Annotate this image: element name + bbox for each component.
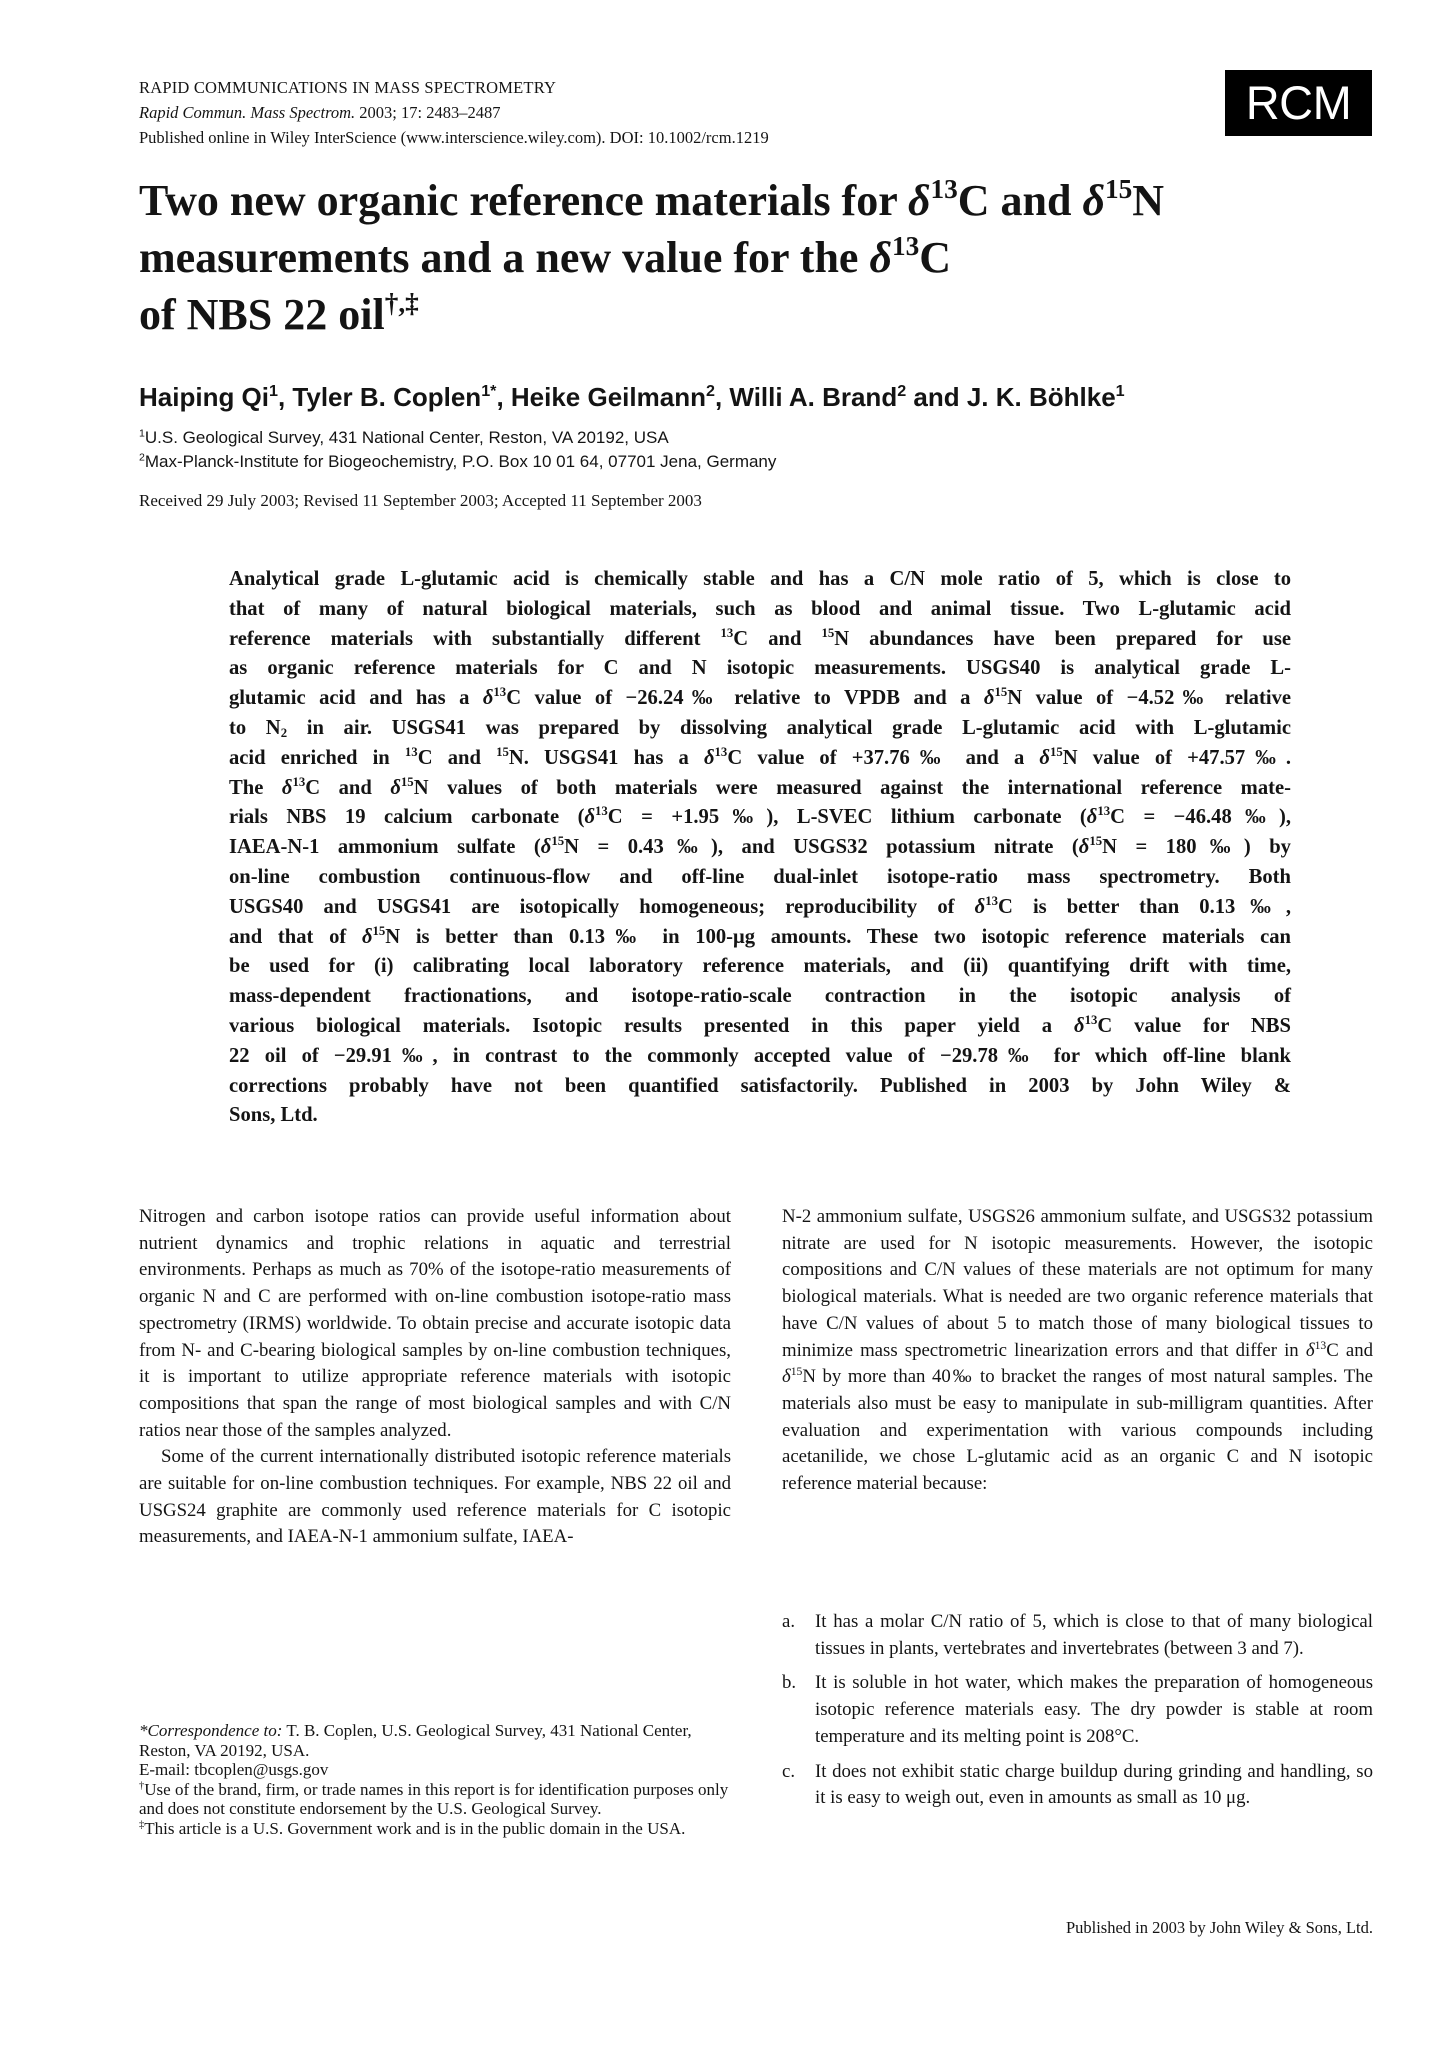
author-affiliation-mark: 1 bbox=[1115, 382, 1125, 401]
abstract-line: Sons, Ltd. bbox=[229, 1104, 318, 1127]
list-item-text: It does not exhibit static charge buildup during grinding and handling, so it is easy to weigh out, even in amounts as small as 10 μg. bbox=[815, 1760, 1373, 1809]
abstract-line: 22 oil of −29.91‰, in contrast to the commonly accepted value of −29.78‰ for which off-line blank bbox=[229, 1044, 1291, 1067]
article-title bbox=[139, 172, 1379, 343]
list-item-text: It is soluble in hot water, which makes the preparation of homogeneous isotopic reference materials easy. The dry powder is stable at room temperature and its melting point is 208°C. bbox=[815, 1672, 1373, 1747]
abstract-line: reference materials with substantially different $^{13}$C and $^{15}$N abundances have been prepared for use bbox=[229, 625, 1292, 650]
journal-citation bbox=[139, 103, 500, 123]
abstract-line: to $N_2$ in air. USGS41 was prepared by dissolving analytical grade L-glutamic acid with L-glutamic bbox=[229, 716, 1291, 741]
author-affiliation-mark: 1 bbox=[269, 382, 278, 401]
rcm-logo: RCM bbox=[1225, 70, 1372, 136]
footnotes bbox=[139, 1721, 731, 1839]
author-name: Heike Geilmann bbox=[510, 382, 706, 412]
title-line-1: Two new organic reference materials for $\delta^{13}C$ and $\delta^{15}N$ bbox=[139, 174, 1165, 225]
list-item bbox=[782, 1759, 1373, 1812]
abstract-line: The $\delta^{13}C$ and $\delta^{15}N$ values of both materials were measured against the international reference mate- bbox=[229, 774, 1291, 799]
abstract-line: on-line combustion continuous-flow and off-line dual-inlet isotope-ratio mass spectrometry. Both bbox=[229, 865, 1291, 888]
abstract-line: be used for (i) calibrating local laboratory reference materials, and (ii) quantifying drift with time, bbox=[229, 955, 1291, 978]
affiliation-1: $^1$U.S. Geological Survey, 431 National Center, Reston, VA 20192, USA bbox=[139, 427, 669, 447]
abstract-line: rials NBS 19 calcium carbonate ($\delta^{13}C$ = +1.95‰), L-SVEC lithium carbonate ($\delta^{13}C$ = −46.48‰), bbox=[229, 804, 1291, 829]
list-marker: c. bbox=[782, 1760, 796, 1782]
author-name: Willi A. Brand bbox=[729, 382, 898, 412]
author-affiliation-mark: 2 bbox=[897, 382, 907, 401]
body-column-right bbox=[782, 1204, 1373, 1498]
body-paragraph: N-2 ammonium sulfate, USGS26 ammonium sulfate, and USGS32 potassium nitrate are used for N isotopic measurements. However, the isotopic compositions and C/N values of these materials are not optimum for many biological materials. What is needed are two organic reference materials that have C/N values of about 5 to match those of many biological tissues to minimize mass spectrometric linearization errors and that differ in $\delta^{13}C$ and $\delta^{15}N$ by more than 40‰ to bracket the ranges of most natural samples. The materials also must be easy to manipulate in sub-milligram quantities. After evaluation and experimentation with various compounds including acetanilide, we chose L-glutamic acid as an organic C and N isotopic reference material because: bbox=[782, 1206, 1373, 1495]
list-item bbox=[782, 1670, 1373, 1750]
list-item bbox=[782, 1609, 1373, 1662]
abstract-line: Analytical grade L-glutamic acid is chemically stable and has a C/N mole ratio of 5, which is close to bbox=[229, 568, 1291, 590]
public-domain-footnote: ‡This article is a U.S. Government work and is in the public domain in the USA. bbox=[139, 1818, 686, 1838]
published-online-doi: Published online in Wiley InterScience (www.interscience.wiley.com). DOI: 10.1002/rcm.1219 bbox=[139, 128, 769, 147]
abstract-line: glutamic acid and has a $\delta^{13}C$ value of −26.24‰ relative to VPDB and a $\delta^{15}N$ value of −4.52‰ relative bbox=[229, 685, 1292, 710]
correspondence-footnote: *Correspondence to: T. B. Coplen, U.S. Geological Survey, 431 National Center, Reston, VA 20192, USA. bbox=[139, 1721, 692, 1760]
body-paragraph: Nitrogen and carbon isotope ratios can provide useful information about nutrient dynamics and trophic relations in aquatic and terrestrial environments. Perhaps as much as 70% of the isotope-ratio measurements of organic N and C are performed with on-line combustion isotope-ratio mass spectrometry (IRMS) worldwide. To obtain precise and accurate isotopic data from N- and C-bearing biological samples by on-line combustion techniques, it is important to utilize appropriate reference materials with isotopic compositions that span the range of most biological samples and with C/N ratios near those of the samples analyzed. bbox=[139, 1206, 731, 1441]
title-line-2: measurements and a new value for the $\delta^{13}C$ bbox=[139, 231, 952, 282]
abstract-line: acid enriched in $^{13}$C and $^{15}$N. USGS41 has a $\delta^{13}C$ value of +37.76‰ and a $\delta^{15}N$ value of +47.57‰. bbox=[229, 744, 1291, 769]
abstract-line: and that of $\delta^{15}N$ is better than 0.13‰ in 100-μg amounts. These two isotopic reference materials can bbox=[229, 923, 1291, 948]
journal-name: RAPID COMMUNICATIONS IN MASS SPECTROMETRY bbox=[139, 78, 557, 97]
abstract-line: IAEA-N-1 ammonium sulfate ($\delta^{15}N$ = 0.43‰), and USGS32 potassium nitrate ($\delta^{15}N$ = 180‰) by bbox=[229, 834, 1291, 859]
abstract bbox=[229, 565, 1291, 1131]
abstract-line: corrections probably have not been quantified satisfactorily. Published in 2003 by John Wiley & bbox=[229, 1074, 1291, 1097]
abstract-line: mass-dependent fractionations, and isotope-ratio-scale contraction in the isotopic analysis of bbox=[229, 985, 1291, 1008]
reasons-list bbox=[782, 1609, 1373, 1820]
disclaimer-footnote: †Use of the brand, firm, or trade names in this report is for identification purposes only and does not constitute endorsement by the U.S. Geological Survey. bbox=[139, 1779, 729, 1819]
affiliation-2: $^2$Max-Planck-Institute for Biogeochemistry, P.O. Box 10 01 64, 07701 Jena, Germany bbox=[139, 451, 777, 471]
abstract-line: various biological materials. Isotopic results presented in this paper yield a $\delta^{13}C$ value for NBS bbox=[229, 1013, 1291, 1037]
citation-details: 2003; 17: 2483–2487 bbox=[355, 103, 501, 122]
email-footnote: E-mail: tbcoplen@usgs.gov bbox=[139, 1760, 329, 1780]
author-affiliation-mark: 1* bbox=[481, 382, 497, 401]
list-item-text: It has a molar C/N ratio of 5, which is close to that of many biological tissues in plants, vertebrates and invertebrates (between 3 and 7). bbox=[815, 1611, 1373, 1659]
body-column-left bbox=[139, 1204, 731, 1551]
author-name: Haiping Qi bbox=[139, 382, 269, 412]
abstract-line: as organic reference materials for C and N isotopic measurements. USGS40 is analytical grade L- bbox=[229, 657, 1291, 680]
received-dates: Received 29 July 2003; Revised 11 September 2003; Accepted 11 September 2003 bbox=[139, 491, 702, 510]
author-list: Haiping Qi$^1$, Tyler B. Coplen$^{1*}$, Heike Geilmann$^2$, Willi A. Brand$^2$ and J. K. Böhlke$^1$ bbox=[139, 382, 1125, 412]
citation-journal: Rapid Commun. Mass Spectrom. bbox=[139, 103, 356, 122]
author-name: Tyler B. Coplen bbox=[292, 382, 482, 412]
abstract-line: USGS40 and USGS41 are isotopically homogeneous; reproducibility of $\delta^{13}C$ is better than 0.13‰, bbox=[229, 893, 1292, 918]
list-marker: b. bbox=[782, 1672, 797, 1694]
list-marker: a. bbox=[782, 1611, 796, 1632]
author-affiliation-mark: 2 bbox=[705, 382, 715, 401]
title-line-3: of NBS 22 oil†,‡ bbox=[139, 288, 419, 339]
page-footer: Published in 2003 by John Wiley & Sons, Ltd. bbox=[1065, 1918, 1373, 1937]
body-paragraph: Some of the current internationally distributed isotopic reference materials are suitable for on-line combustion techniques. For example, NBS 22 oil and USGS24 graphite are commonly used reference materials for C isotopic measurements, and IAEA-N-1 ammonium sulfate, IAEA- bbox=[139, 1446, 731, 1548]
author-name: J. K. Böhlke bbox=[966, 382, 1116, 412]
abstract-line: that of many of natural biological materials, such as blood and animal tissue. Two L-glutamic acid bbox=[229, 597, 1291, 620]
